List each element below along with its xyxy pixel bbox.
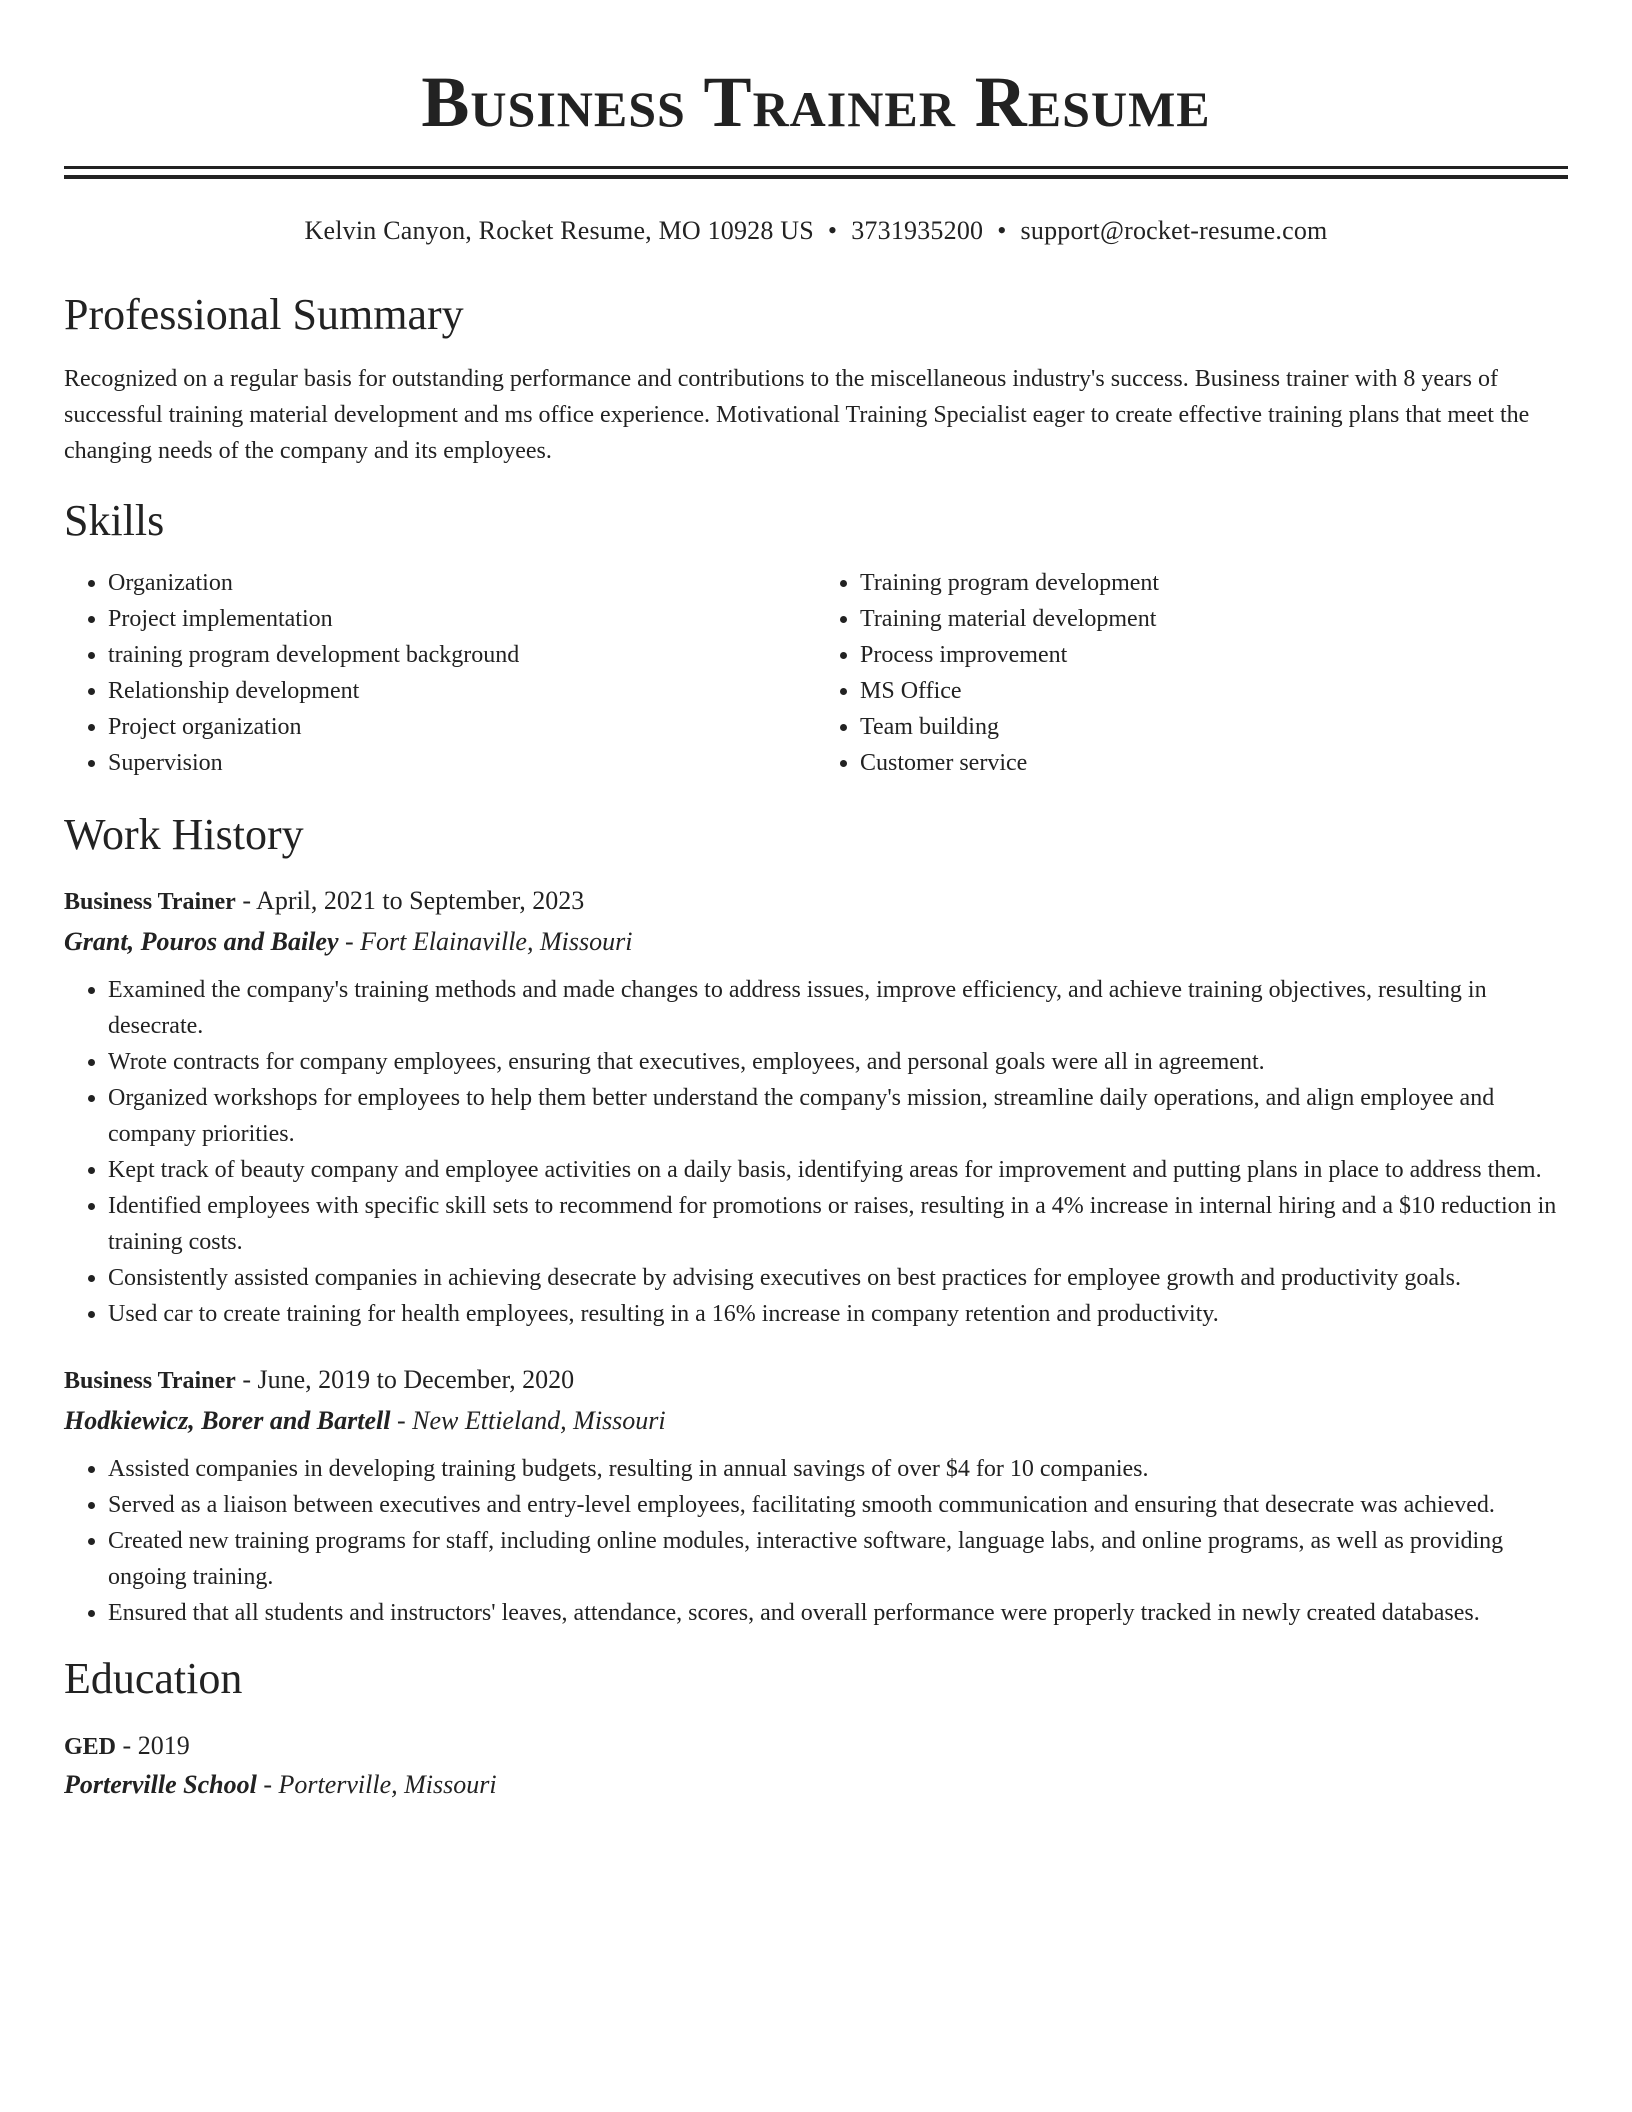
education-heading: Education xyxy=(64,1654,243,1703)
job-role: Business Trainer xyxy=(64,1368,236,1394)
education-degree-line xyxy=(64,1727,1568,1766)
duty-item: • Organized workshops for employees to help them better understand the company's mission, streamline daily operations, and align employee and company priorities. xyxy=(108,1080,1568,1152)
skill-item: • Team building xyxy=(860,709,1568,745)
skill-item: • Training program development xyxy=(860,565,1568,601)
job-company-line xyxy=(64,1401,1568,1441)
skill-item: • Project implementation xyxy=(108,601,816,637)
skill-item: • Customer service xyxy=(860,745,1568,781)
duty-item: • Served as a liaison between executives and entry-level employees, facilitating smooth communication and ensuring that desecrate was achieved. xyxy=(108,1487,1568,1523)
job-company: Grant, Pouros and Bailey xyxy=(64,927,339,956)
contact-separator: • xyxy=(997,216,1007,245)
duty-item: • Wrote contracts for company employees, ensuring that executives, employees, and personal goals were all in agreement. xyxy=(108,1044,1568,1080)
education-location: Porterville, Missouri xyxy=(278,1770,497,1799)
contact-info xyxy=(64,215,1568,247)
education-year: 2019 xyxy=(137,1731,190,1760)
title-divider-top xyxy=(64,166,1568,169)
summary-text: Recognized on a regular basis for outstanding performance and contributions to the miscellaneous industry's success. Business trainer with 8 years of successful training material development and ms office experience. Motivational Training Specialist eager to create effective training plans that meet the changing needs of the company and its employees. xyxy=(64,366,1530,464)
education-entry xyxy=(64,1727,1568,1804)
job-dates: April, 2021 to September, 2023 xyxy=(256,886,585,915)
skill-item: • Project organization xyxy=(108,709,816,745)
skill-item: • Supervision xyxy=(108,745,816,781)
education-school-line xyxy=(64,1766,1568,1804)
job-dash: - xyxy=(235,1365,258,1394)
duty-item: • Assisted companies in developing training budgets, resulting in annual savings of over $4 for 10 companies. xyxy=(108,1451,1568,1487)
education-school: Porterville School xyxy=(64,1770,257,1799)
title-divider-bottom xyxy=(64,175,1568,179)
job-location: Fort Elainaville, Missouri xyxy=(360,927,633,956)
duty-item: • Kept track of beauty company and employee activities on a daily basis, identifying areas for improvement and putting plans in place to address them. xyxy=(108,1152,1568,1188)
contact-separator: • xyxy=(827,216,838,245)
job-duties xyxy=(64,972,1568,1332)
job-company-line xyxy=(64,922,1568,962)
duty-item: • Used car to create training for health employees, resulting in a 16% increase in company retention and productivity. xyxy=(108,1296,1568,1332)
job-dates: June, 2019 to December, 2020 xyxy=(257,1365,575,1394)
job-company: Hodkiewicz, Borer and Bartell xyxy=(64,1406,391,1435)
skills-heading: Skills xyxy=(64,496,165,545)
duty-item: • Examined the company's training methods and made changes to address issues, improve efficiency, and achieve training objectives, resulting in desecrate. xyxy=(108,972,1568,1044)
skills-column-right xyxy=(816,565,1568,781)
job-role: Business Trainer xyxy=(64,889,236,915)
contact-phone: 3731935200 xyxy=(851,216,984,245)
skill-item: • training program development background xyxy=(108,637,816,673)
job-entry xyxy=(64,1360,1568,1631)
contact-address: Kelvin Canyon, Rocket Resume, MO 10928 US xyxy=(304,216,814,245)
skill-item: • Organization xyxy=(108,565,816,601)
job-duties xyxy=(64,1451,1568,1631)
job-dash: - xyxy=(235,886,257,915)
skills-list xyxy=(64,565,1568,781)
skill-item: • Training material development xyxy=(860,601,1568,637)
skills-column-left xyxy=(64,565,816,781)
job-entry xyxy=(64,881,1568,1332)
contact-email: support@rocket-resume.com xyxy=(1020,216,1328,245)
summary-heading: Professional Summary xyxy=(64,290,464,339)
duty-item: • Ensured that all students and instructors' leaves, attendance, scores, and overall performance were properly tracked in newly created databases. xyxy=(108,1595,1568,1631)
education-degree: GED xyxy=(64,1734,117,1760)
job-location: New Ettieland, Missouri xyxy=(412,1406,666,1435)
skill-item: • Relationship development xyxy=(108,673,816,709)
job-title-line xyxy=(64,1360,1568,1401)
skill-item: • Process improvement xyxy=(860,637,1568,673)
work-history-heading: Work History xyxy=(64,810,304,859)
education-dash: - xyxy=(116,1731,138,1760)
duty-item: • Created new training programs for staff, including online modules, interactive software, language labs, and online programs, as well as providing ongoing training. xyxy=(108,1523,1568,1595)
job-dash: - xyxy=(390,1406,413,1435)
resume-title: Business Trainer Resume xyxy=(421,62,1211,142)
duty-item: • Identified employees with specific skill sets to recommend for promotions or raises, resulting in a 4% increase in internal hiring and a $10 reduction in training costs. xyxy=(108,1188,1568,1260)
job-title-line xyxy=(64,881,1568,922)
education-dash: - xyxy=(256,1770,279,1799)
job-dash: - xyxy=(338,927,361,956)
skill-item: • MS Office xyxy=(860,673,1568,709)
duty-item: • Consistently assisted companies in achieving desecrate by advising executives on best practices for employee growth and productivity goals. xyxy=(108,1260,1568,1296)
